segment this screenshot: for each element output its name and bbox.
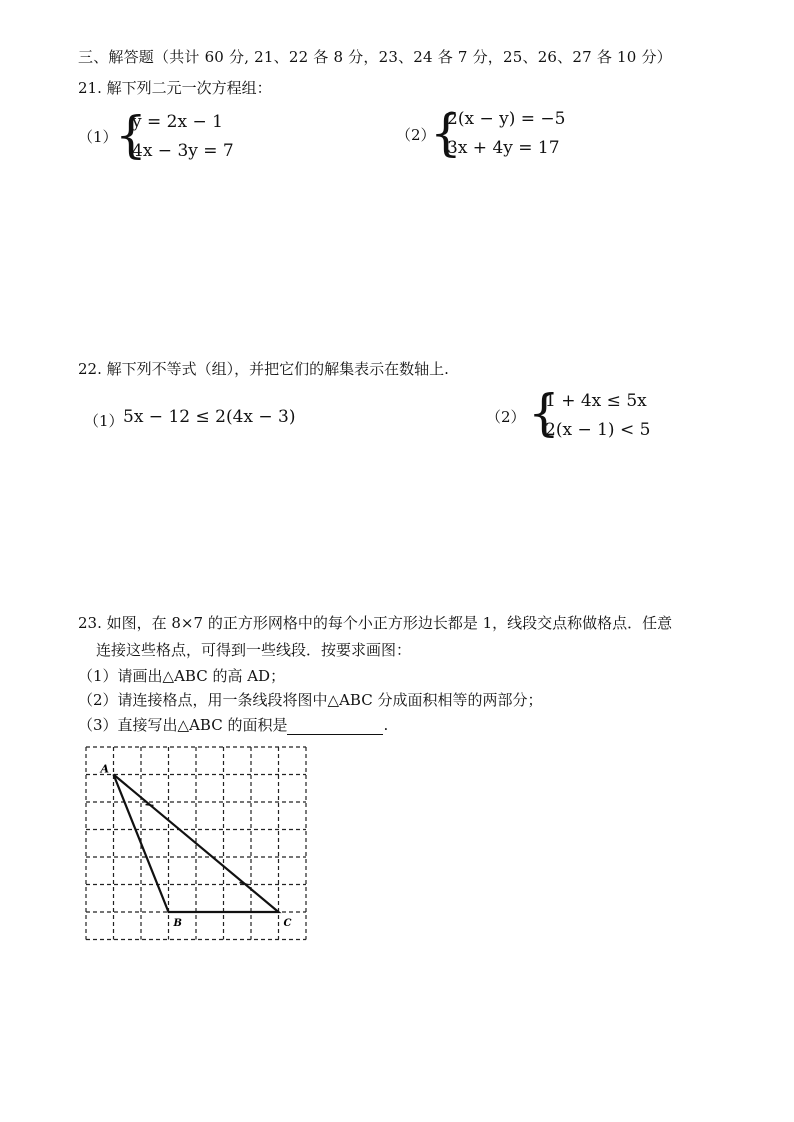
q21-part2-eq2: 3x + 4y = 17 — [447, 138, 560, 158]
q22-part2-label: （2） — [486, 408, 526, 426]
q21-part1-eq1: y = 2x − 1 — [132, 112, 223, 132]
tick-mark — [146, 805, 154, 806]
q21-part2-label: （2） — [396, 126, 436, 144]
q23-item3-prefix: （3）直接写出△ABC 的面积是 — [78, 716, 288, 734]
vertex-label-c: C — [283, 918, 292, 929]
q21-part1-brace: { — [115, 106, 147, 164]
q21-part2-brace: { — [430, 104, 462, 162]
q21-title: 21. 解下列二元一次方程组： — [78, 79, 272, 97]
q21-part1-label: （1） — [78, 128, 118, 146]
q22-part2-eq1: 1 + 4x ≤ 5x — [545, 391, 647, 411]
triangle-abc — [114, 775, 279, 913]
q23-item2: （2）请连接格点，用一条线段将图中△ABC 分成面积相等的两部分； — [78, 691, 543, 709]
q22-part1-label: （1） — [84, 412, 124, 430]
q23-line1: 23. 如图，在 8×7 的正方形网格中的每个小正方形边长都是 1，线段交点称做格点．任意 — [78, 614, 673, 632]
q22-part1-expr: 5x − 12 ≤ 2(4x − 3) — [123, 407, 296, 427]
q23-item3-suffix: . — [383, 716, 389, 734]
grid-figure — [78, 745, 310, 945]
grid-svg — [78, 745, 310, 945]
vertex-label-a: A — [100, 762, 110, 776]
q22-part2-eq2: 2(x − 1) < 5 — [545, 420, 651, 440]
q22-part2-brace: { — [528, 384, 560, 442]
section-heading: 三、解答题（共计 60 分, 21、22 各 8 分，23、24 各 7 分，25、26、27 各 10 分） — [78, 48, 672, 66]
q21-part1-eq2: 4x − 3y = 7 — [132, 141, 234, 161]
q23-item3 — [78, 714, 388, 735]
vertex-label-b: B — [173, 918, 182, 929]
q22-title: 22. 解下列不等式（组），并把它们的解集表示在数轴上. — [78, 360, 449, 378]
q21-part2-eq1: 2(x − y) = −5 — [447, 109, 566, 129]
q23-line2: 连接这些格点，可得到一些线段．按要求画图： — [96, 641, 412, 659]
q23-area-answer-blank — [287, 719, 383, 735]
q23-item1: （1）请画出△ABC 的高 AD； — [78, 667, 286, 685]
